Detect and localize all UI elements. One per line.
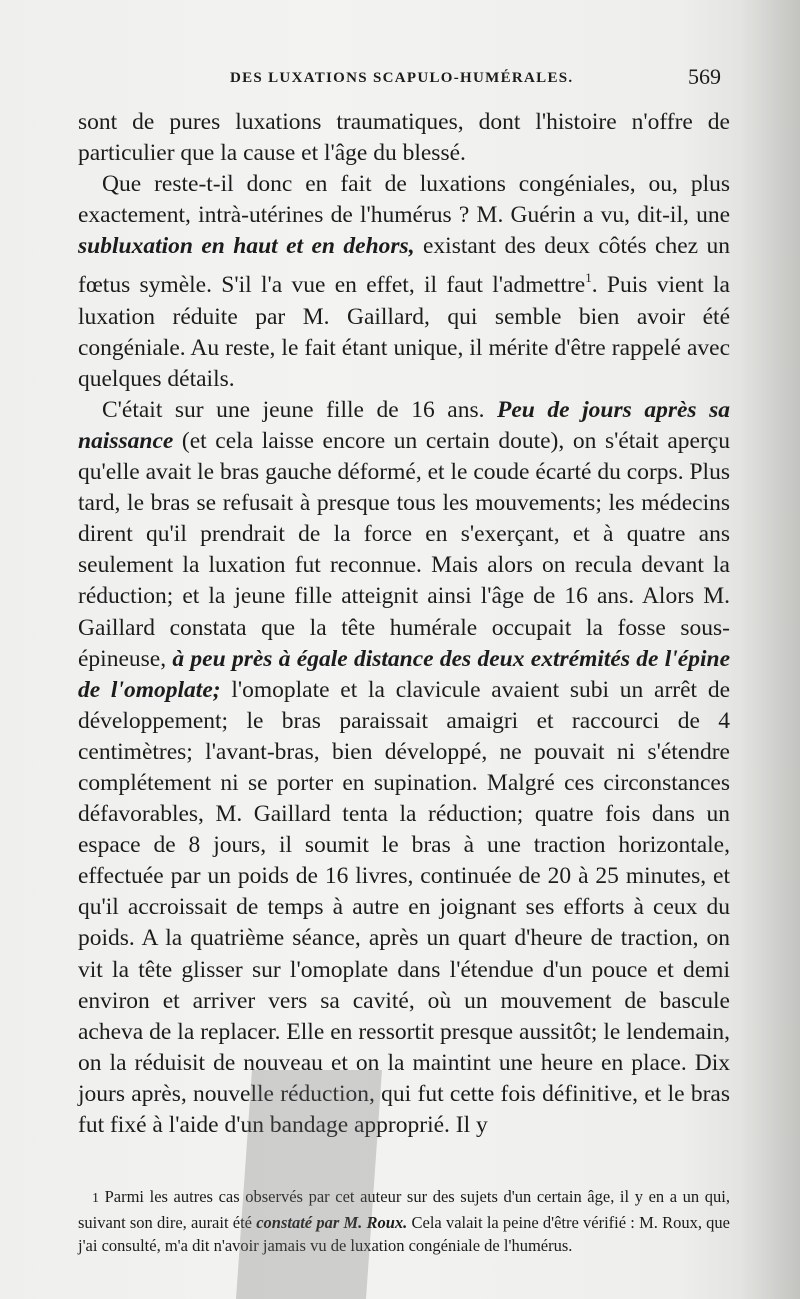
paragraph-3 bbox=[78, 395, 730, 1141]
paragraph-3-text-a: C'était sur une jeune fille de 16 ans. bbox=[102, 396, 498, 423]
footnote-text-a: Parmi les autres cas observés par cet auteur sur des sujets d'un certain âge, il y en a un qui, suivant son dire, aurait été bbox=[78, 1187, 730, 1232]
footnote-1 bbox=[78, 1185, 730, 1258]
footnote-text-b: Cela valait la peine d'être vérifié : M. Roux, que j'ai consulté, m'a dit n'avoir jamais vu de luxation congéniale de l'humérus. bbox=[78, 1212, 731, 1255]
paragraph-2-text-b: existant des deux côtés chez un fœtus symèle. S'il l'a vue en effet, il faut l'admettre bbox=[78, 233, 731, 299]
page-gutter-shadow bbox=[740, 0, 800, 1299]
paragraph-3-text-c: l'omoplate et la clavicule avaient subi un arrêt de développement; le bras paraissait amaigri et raccourci de 4 centimètres; l'avant-bras, bien développé, ne pouvait ni s'étendre complétement ni se porter en supination. Malgré ces circonstances défavorables, M. Gaillard tenta la réduction; quatre fois dans un espace de 8 jours, il soumit le bras à une traction horizontale, effectuée par un poids de 16 livres, continuée de 20 à 25 minutes, et qu'il accroissait de temps à autre en joignant ses efforts à ceux du poids. A la quatrième séance, après un quart d'heure de traction, on vit la tête glisser sur l'omoplate dans l'étendue d'un pouce et demi environ et arriver vers sa cavité, où un mouvement de bascule acheva de la replacer. Elle en ressortit presque aussitôt; le lendemain, on la réduisit de nouveau et on la maintint une heure en place. Dix jours après, nouvelle réduction, qui fut cette fois définitive, et le bras fut fixé à l'aide d'un bandage approprié. Il y bbox=[78, 676, 730, 1138]
paragraph-1: sont de pures luxations traumatiques, dont l'histoire n'offre de particulier que la cause et l'âge du blessé. bbox=[78, 109, 730, 167]
paragraph-2-italic: subluxation en haut et en dehors, bbox=[78, 233, 415, 260]
main-text bbox=[78, 107, 730, 1141]
footnote-italic: constaté par M. Roux. bbox=[256, 1212, 408, 1232]
footnote-reference: 1 bbox=[585, 270, 592, 286]
page-number: 569 bbox=[688, 64, 721, 89]
paragraph-3-italic-2: à peu près à égale distance des deux extrémités de l'épine de l'omoplate; bbox=[78, 645, 731, 703]
running-header: DES LUXATIONS SCAPULO-HUMÉRALES. bbox=[230, 70, 574, 86]
paragraph-2 bbox=[78, 169, 730, 395]
tape-mark bbox=[236, 1070, 382, 1299]
footnote bbox=[78, 1185, 730, 1258]
paragraph-2-text-a: Que reste-t-il donc en fait de luxations congéniales, ou, plus exactement, intrà-utérines de l'humérus ? M. Guérin a vu, dit-il, une bbox=[78, 171, 730, 229]
paragraph-3-text-b: (et cela laisse encore un certain doute), on s'était aperçu qu'elle avait le bras gauche déformé, et le coude écarté du corps. Plus tard, le bras se refusait à presque tous les mouvements; les médecins dirent qu'il prendrait de la force en s'exerçant, et à quatre ans seulement la luxation fut reconnue. Mais alors on recula devant la réduction; et la jeune fille atteignit ainsi l'âge de 16 ans. Alors M. Gaillard constata que la tête humérale occupait la fosse sous-épineuse, bbox=[78, 427, 730, 672]
paragraph-3-italic-1: Peu de jours après sa naissance bbox=[78, 396, 730, 454]
paragraph-2-text-c: . Puis vient la luxation réduite par M. Gaillard, qui semble bien avoir été congéniale. Au reste, le fait étant unique, il mérite d'être rappelé avec quelques détails. bbox=[78, 272, 730, 392]
footnote-number: 1 bbox=[92, 1191, 99, 1206]
